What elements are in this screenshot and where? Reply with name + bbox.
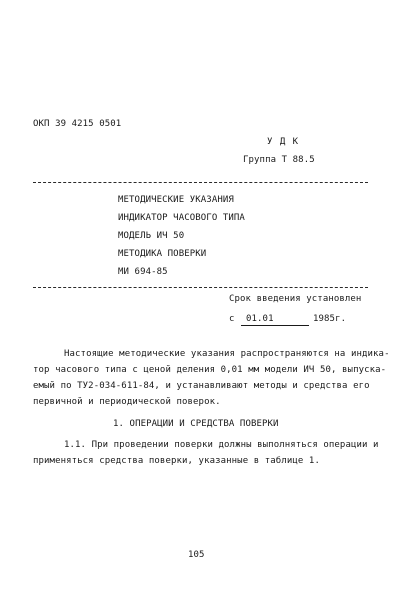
effective-prefix: с — [229, 314, 235, 324]
instrument-title: ИНДИКАТОР ЧАСОВОГО ТИПА — [118, 213, 245, 223]
doc-type-title: МЕТОДИЧЕСКИЕ УКАЗАНИЯ — [118, 195, 234, 205]
effective-date: 01.01 — [246, 314, 274, 324]
effective-label: Срок введения установлен — [229, 294, 362, 304]
intro-line-2: тор часового типа с ценой деления 0,01 мм модели ИЧ 50, выпуска- — [33, 365, 387, 375]
section-1-para-line-1: 1.1. При проведении поверки должны выполняться операции и — [64, 440, 379, 450]
model-title: МОДЕЛЬ ИЧ 50 — [118, 231, 185, 241]
method-title: МЕТОДИКА ПОВЕРКИ — [118, 249, 207, 259]
intro-line-1: Настоящие методические указания распространяются на индика- — [64, 349, 390, 359]
effective-year: 1985г. — [313, 314, 347, 324]
page-number: 105 — [188, 550, 205, 560]
udk-label: У Д К — [267, 137, 300, 147]
intro-line-4: первичной и периодической поверок. — [33, 397, 221, 407]
okp-code: ОКП 39 4215 0501 — [33, 119, 122, 129]
section-1-heading: 1. ОПЕРАЦИИ И СРЕДСТВА ПОВЕРКИ — [113, 419, 279, 429]
group-label: Группа Т 88.5 — [243, 155, 315, 165]
date-underline — [241, 325, 309, 326]
doc-number: МИ 694-85 — [118, 267, 168, 277]
section-1-para-line-2: применяться средства поверки, указанные в таблице 1. — [33, 456, 320, 466]
bottom-divider — [33, 287, 368, 288]
top-divider — [33, 182, 368, 183]
intro-line-3: емый по ТУ2-034-611-84, и устанавливают методы и средства его — [33, 381, 370, 391]
